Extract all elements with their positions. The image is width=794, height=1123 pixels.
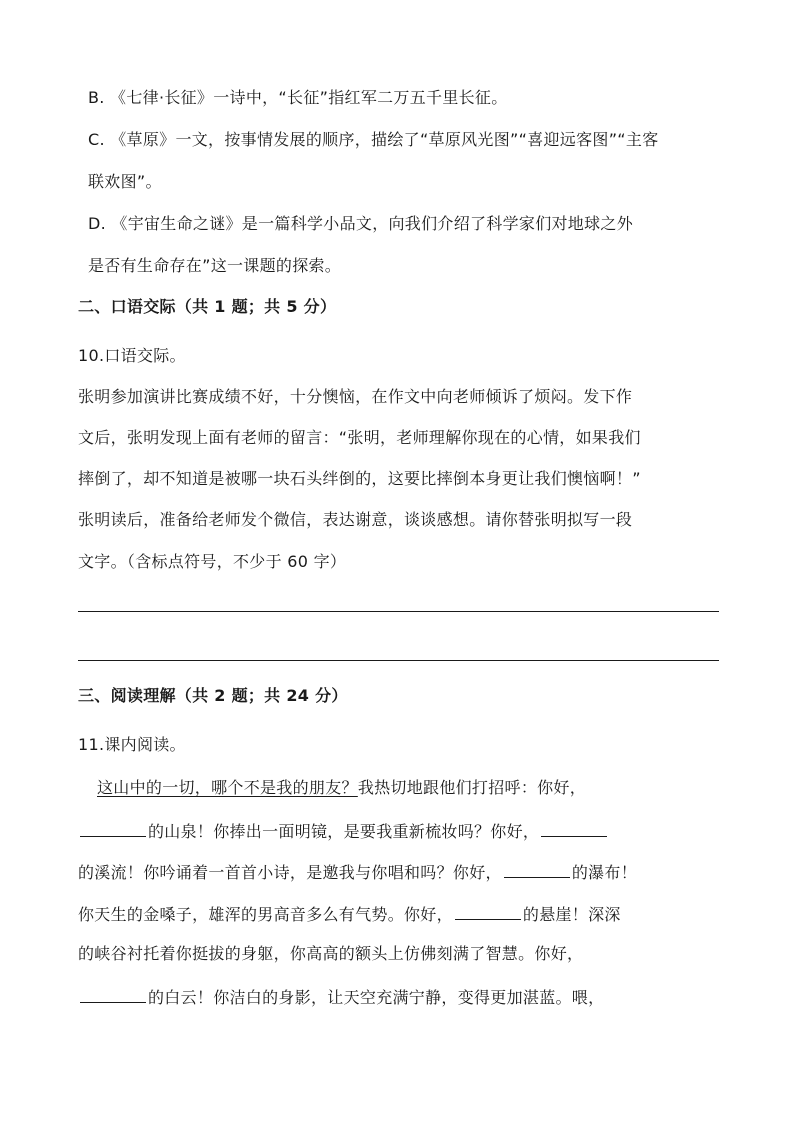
passage-line6: [78, 985, 604, 1009]
q9-option-c-line1: C. 《草原》一文，按事情发展的顺序，描绘了“草原风光图”“喜迎远客图”“主客: [88, 130, 659, 149]
q11-title: 11.课内阅读。: [78, 735, 186, 754]
answer-line-1[interactable]: [78, 611, 719, 612]
fill-blank-2[interactable]: [541, 819, 607, 837]
q10-prompt-line1: 张明参加演讲比赛成绩不好，十分懊恼，在作文中向老师倾诉了烦闷。发下作: [78, 387, 633, 406]
section-3-heading: 三、阅读理解（共 2 题；共 24 分）: [78, 686, 348, 705]
passage-line3: [78, 860, 637, 884]
q10-title: 10.口语交际。: [78, 346, 186, 365]
passage-text: 的白云！你洁白的身影，让天空充满宁静，变得更加湛蓝。喂，: [148, 988, 605, 1007]
passage-line2: [78, 819, 609, 843]
passage-text: 的溪流！你吟诵着一首首小诗，是邀我与你唱和吗？你好，: [78, 863, 502, 882]
underlined-sentence: 这山中的一切，哪个不是我的朋友？: [97, 778, 358, 797]
fill-blank-4[interactable]: [455, 902, 521, 920]
passage-text: 你天生的金嗓子，雄浑的男高音多么有气势。你好，: [78, 905, 453, 924]
q10-prompt-line2: 文后，张明发现上面有老师的留言：“张明，老师理解你现在的心情，如果我们: [78, 428, 641, 447]
q9-option-b: B. 《七律·长征》一诗中，“长征”指红军二万五千里长征。: [88, 88, 508, 107]
q9-option-d-line2: 是否有生命存在”这一课题的探索。: [88, 256, 342, 275]
answer-line-2[interactable]: [78, 660, 719, 661]
passage-text: 的瀑布！: [571, 863, 638, 882]
passage-line1: [97, 777, 586, 799]
passage-line4: [78, 902, 621, 926]
q10-prompt-line5: 文字。（含标点符号，不少于 60 字）: [78, 552, 347, 571]
passage-line1-rest: 我热切地跟他们打招呼：你好，: [357, 778, 587, 797]
passage-text: 的悬崖！深深: [522, 905, 621, 924]
passage-text: 的山泉！你捧出一面明镜，是要我重新梳妆吗？你好，: [148, 822, 540, 841]
passage-line5: 的峡谷衬托着你挺拔的身躯，你高高的额头上仿佛刻满了智慧。你好，: [78, 944, 584, 963]
q9-option-c-line2: 联欢图”。: [88, 172, 162, 191]
fill-blank-1[interactable]: [80, 819, 146, 837]
fill-blank-3[interactable]: [504, 860, 570, 878]
q9-option-d-line1: D. 《宇宙生命之谜》是一篇科学小品文，向我们介绍了科学家们对地球之外: [88, 214, 633, 233]
fill-blank-5[interactable]: [80, 985, 146, 1003]
section-2-heading: 二、口语交际（共 1 题；共 5 分）: [78, 297, 337, 316]
q10-prompt-line3: 摔倒了，却不知道是被哪一块石头绊倒的，这要比摔倒本身更让我们懊恼啊！”: [78, 469, 641, 488]
q10-prompt-line4: 张明读后，准备给老师发个微信，表达谢意，谈谈感想。请你替张明拟写一段: [78, 510, 633, 529]
